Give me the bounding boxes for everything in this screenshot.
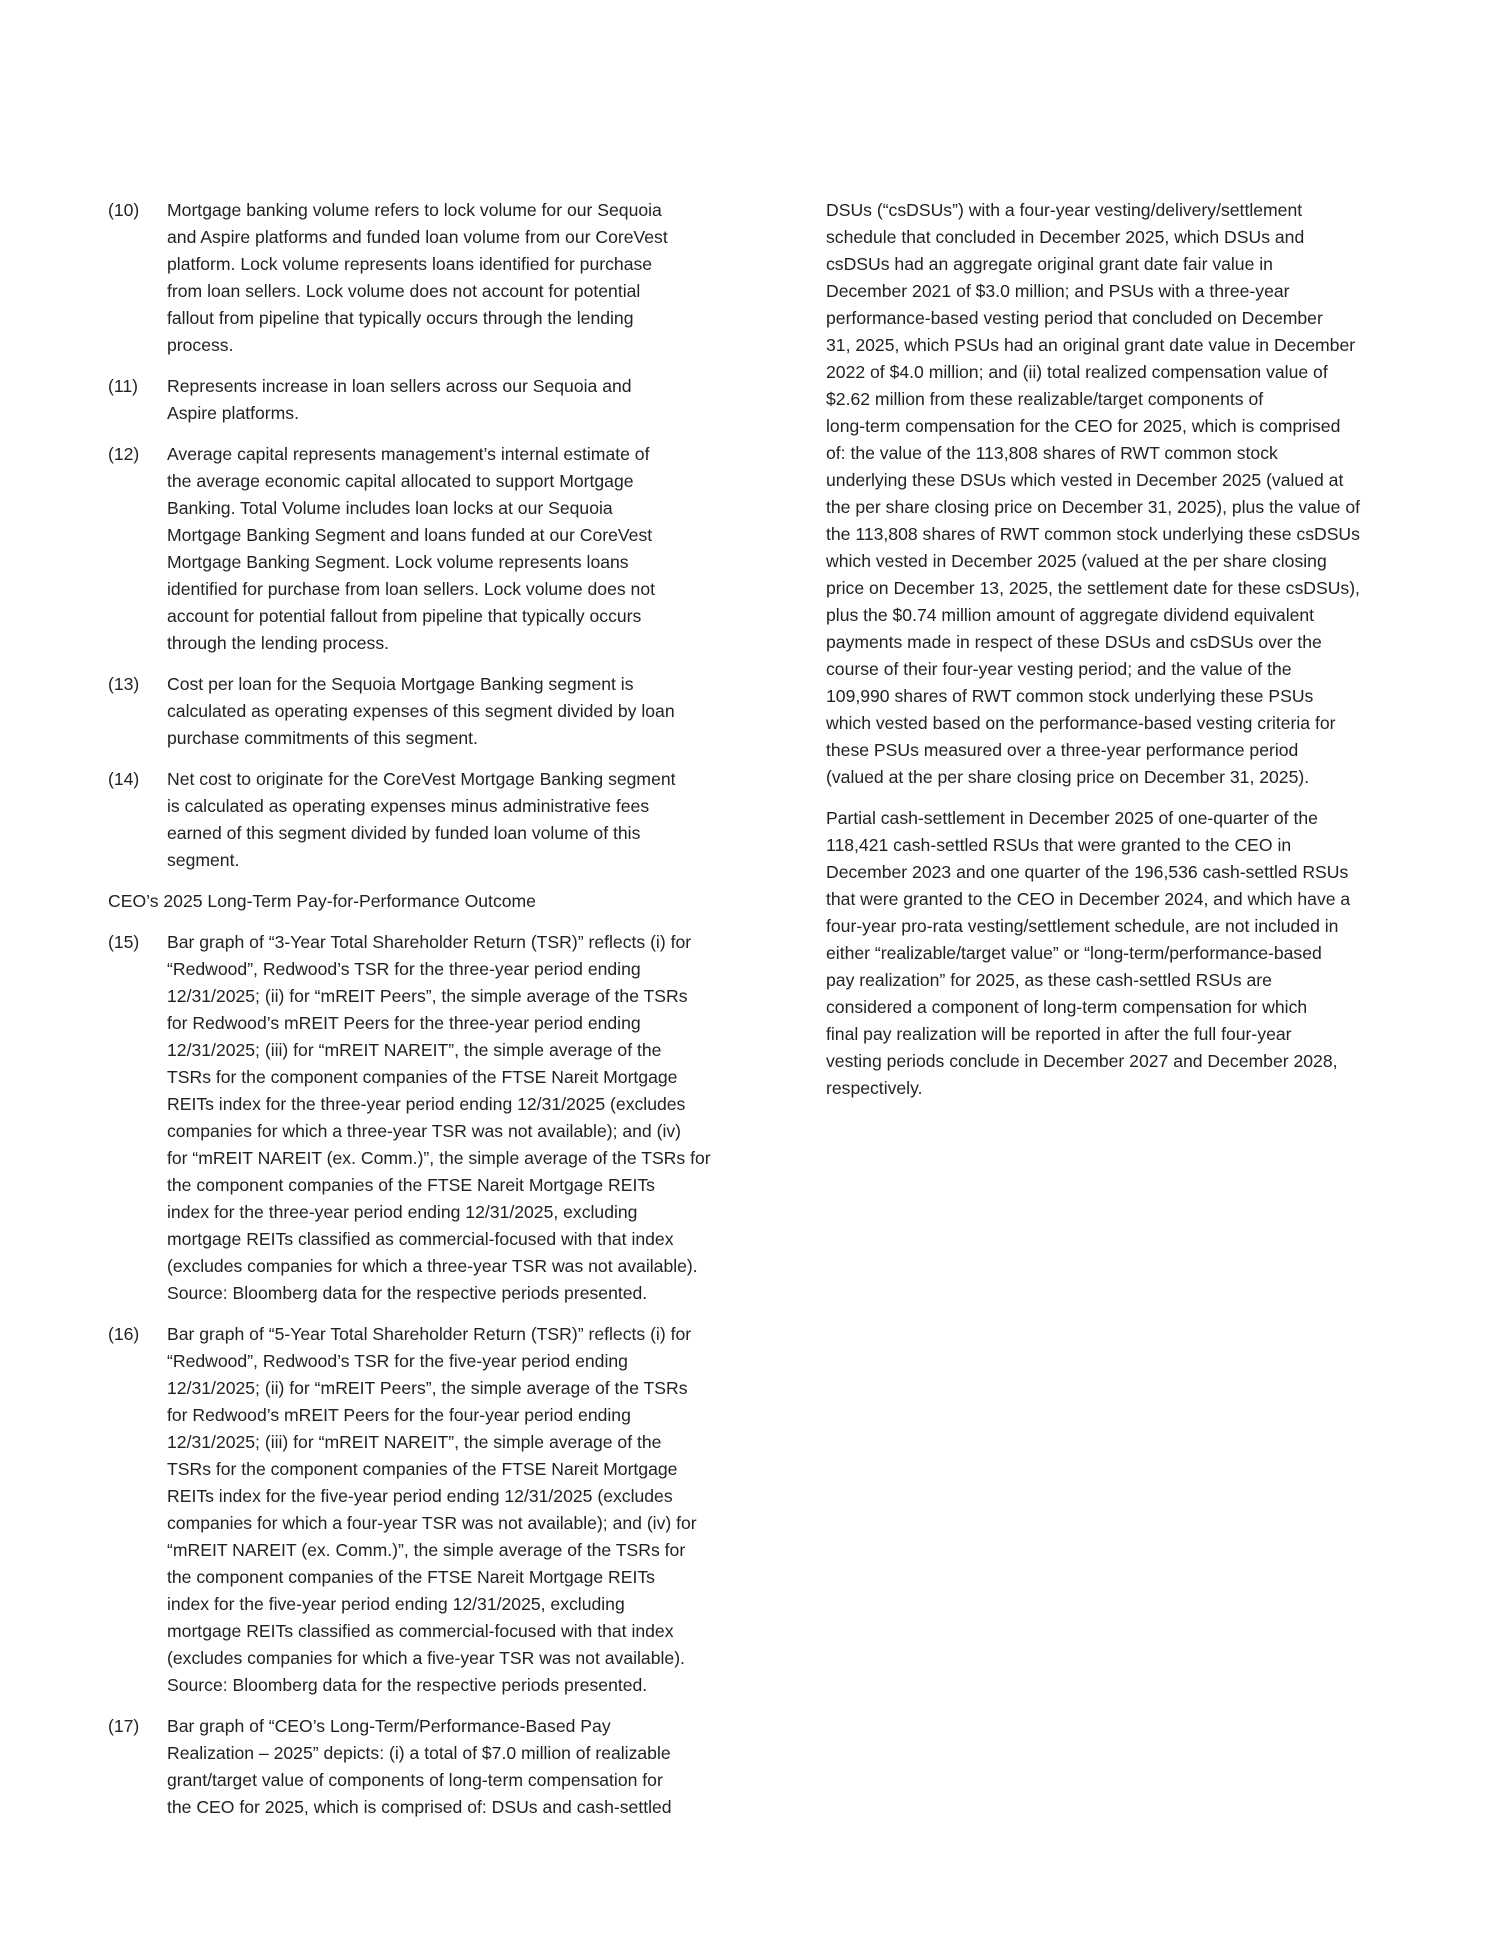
footnote-16: [108, 1321, 728, 1699]
footnote-text: Average capital represents management’s internal estimate of the average economic capital allocated to support Mortgage Banking. Total Volume includes loan locks at our Sequoia Mortgage Banking Segment and loans funded at our CoreVest Mortgage Banking Segment. Lock volume represents loans identified for purchase from loan sellers. Lock volume does not account for potential fallout from pipeline that typically occurs through the lending process.: [167, 444, 655, 653]
footnote-number: (16): [108, 1324, 140, 1344]
section-heading: CEO’s 2025 Long-Term Pay-for-Performance Outcome: [108, 891, 536, 911]
footnote-11: [108, 373, 728, 427]
right-column: [826, 197, 1392, 1116]
footnote-number: (11): [108, 376, 138, 396]
footnote-17: [108, 1713, 728, 1821]
footnote-14: [108, 766, 728, 874]
footnote-10: [108, 197, 728, 359]
footnote-15: [108, 929, 728, 1307]
footnote-number: (12): [108, 444, 140, 464]
footnote-text: Represents increase in loan sellers across our Sequoia and Aspire platforms.: [167, 376, 632, 423]
footnote-number: (17): [108, 1716, 140, 1736]
footnote-text: Mortgage banking volume refers to lock volume for our Sequoia and Aspire platforms and funded loan volume from our CoreVest platform. Lock volume represents loans identified for purchase from loan sellers. Lock volume does not account for potential fallout from pipeline that typically occurs through the lending process.: [167, 200, 668, 355]
footnote-12: [108, 441, 728, 657]
footnote-13: [108, 671, 728, 752]
footnote-number: (15): [108, 932, 140, 952]
footnote-text: Cost per loan for the Sequoia Mortgage Banking segment is calculated as operating expenses of this segment divided by loan purchase commitments of this segment.: [167, 674, 675, 748]
footnote-text: Bar graph of “CEO’s Long-Term/Performance-Based Pay Realization – 2025” depicts: (i) a total of $7.0 million of realizable grant/target value of components of long-term compensation for the CEO for 2025, which is comprised of: DSUs and cash-settled: [167, 1716, 672, 1817]
footnote-17-continuation: DSUs (“csDSUs”) with a four-year vesting/delivery/settlement schedule that concluded in December 2025, which DSUs and csDSUs had an aggregate original grant date fair value in December 2021 of $3.0 million; and PSUs with a three-year performance-based vesting period that concluded on December 31, 2025, which PSUs had an original grant date value in December 2022 of $4.0 million; and (ii) total realized compensation value of $2.62 million from these realizable/target components of long-term compensation for the CEO for 2025, which is comprised of: the value of the 113,808 shares of RWT common stock underlying these DSUs which vested in December 2025 (valued at the per share closing price on December 31, 2025), plus the value of the 113,808 shares of RWT common stock underlying these csDSUs which vested in December 2025 (valued at the per share closing price on December 13, 2025, the settlement date for these csDSUs), plus the $0.74 million amount of aggregate dividend equivalent payments made in respect of these DSUs and csDSUs over the course of their four-year vesting period; and the value of the 109,990 shares of RWT common stock underlying these PSUs which vested based on the performance-based vesting criteria for these PSUs measured over a three-year performance period (valued at the per share closing price on December 31, 2025).: [826, 200, 1360, 787]
footnote-number: (14): [108, 769, 140, 789]
footnote-number: (13): [108, 674, 140, 694]
footnote-text: Bar graph of “3-Year Total Shareholder Return (TSR)” reflects (i) for “Redwood”, Redwood’s TSR for the three-year period ending 12/31/2025; (ii) for “mREIT Peers”, the simple average of the TSRs for Redwood’s mREIT Peers for the three-year period ending 12/31/2025; (iii) for “mREIT NAREIT”, the simple average of the TSRs for the component companies of the FTSE Nareit Mortgage REITs index for the three-year period ending 12/31/2025 (excludes companies for which a three-year TSR was not available); and (iv) for “mREIT NAREIT (ex. Comm.)”, the simple average of the TSRs for the component companies of the FTSE Nareit Mortgage REITs index for the three-year period ending 12/31/2025, excluding mortgage REITs classified as commercial-focused with that index (excludes companies for which a three-year TSR was not available). Source: Bloomberg data for the respective periods presented.: [167, 932, 711, 1303]
footnote-text: Bar graph of “5-Year Total Shareholder Return (TSR)” reflects (i) for “Redwood”, Redwood’s TSR for the five-year period ending 12/31/2025; (ii) for “mREIT Peers”, the simple average of the TSRs for Redwood’s mREIT Peers for the four-year period ending 12/31/2025; (iii) for “mREIT NAREIT”, the simple average of the TSRs for the component companies of the FTSE Nareit Mortgage REITs index for the five-year period ending 12/31/2025 (excludes companies for which a four-year TSR was not available); and (iv) for “mREIT NAREIT (ex. Comm.)”, the simple average of the TSRs for the component companies of the FTSE Nareit Mortgage REITs index for the five-year period ending 12/31/2025, excluding mortgage REITs classified as commercial-focused with that index (excludes companies for which a five-year TSR was not available). Source: Bloomberg data for the respective periods presented.: [167, 1324, 697, 1695]
footnote-number: (10): [108, 200, 140, 220]
footnote-text: Net cost to originate for the CoreVest Mortgage Banking segment is calculated as operating expenses minus administrative fees earned of this segment divided by funded loan volume of this segment.: [167, 769, 676, 870]
left-column: [108, 197, 728, 1835]
cash-settlement-paragraph: Partial cash-settlement in December 2025 of one-quarter of the 118,421 cash-settled RSUs that were granted to the CEO in December 2023 and one quarter of the 196,536 cash-settled RSUs that were granted to the CEO in December 2024, and which have a four-year pro-rata vesting/settlement schedule, are not included in either “realizable/target value” or “long-term/performance-based pay realization” for 2025, as these cash-settled RSUs are considered a component of long-term compensation for which final pay realization will be reported in after the full four-year vesting periods conclude in December 2027 and December 2028, respectively.: [826, 808, 1351, 1098]
